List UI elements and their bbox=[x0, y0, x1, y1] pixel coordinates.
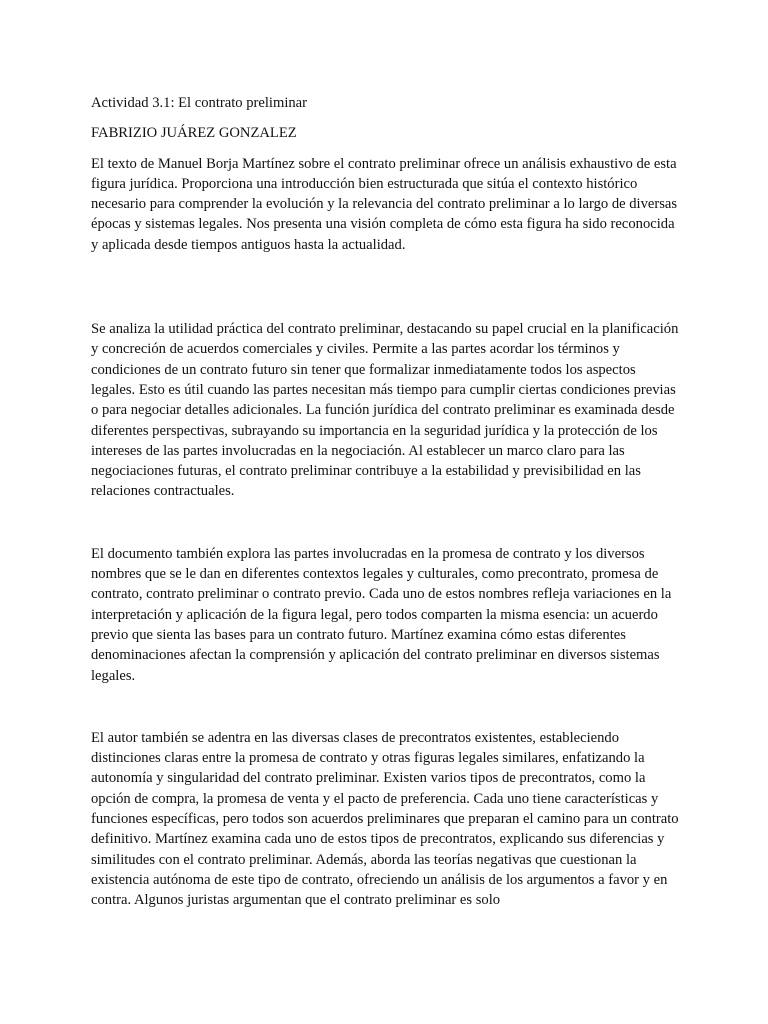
paragraph-precontract-types: El autor también se adentra en las diversas clases de precontratos existentes, estableciendo distinciones claras entre la promesa de contrato y otras figuras legales similares, enfatizando la autonomía y singularidad del contrato preliminar. Existen varios tipos de precontratos, como la opción de compra, la promesa de venta y el pacto de preferencia. Cada uno tiene características y funciones específicas, pero todos son acuerdos preliminares que preparan el camino para un contrato definitivo. Martínez examina cada uno de estos tipos de precontratos, explicando sus diferencias y similitudes con el contrato preliminar. Además, aborda las teorías negativas que cuestionan la existencia autónoma de este tipo de contrato, ofreciendo un análisis de los argumentos a favor y en contra. Algunos juristas argumentan que el contrato preliminar es solo bbox=[91, 729, 679, 909]
document-page bbox=[91, 93, 681, 911]
paragraph-introduction: El texto de Manuel Borja Martínez sobre el contrato preliminar ofrece un análisis exhaustivo de esta figura jurídica. Proporciona una introducción bien estructurada que sitúa el contexto histórico necesario para comprender la evolución y la relevancia del contrato preliminar a lo largo de diversas épocas y sistemas legales. Nos presenta una visión completa de cómo esta figura ha sido reconocida y aplicada desde tiempos antiguos hasta la actualidad. bbox=[91, 155, 678, 253]
paragraph-contract-names: El documento también explora las partes involucradas en la promesa de contrato y los diversos nombres que se le dan en diferentes contextos legales y culturales, como precontrato, promesa de contrato, contrato preliminar o contrato previo. Cada uno de estos nombres refleja variaciones en la interpretación y aplicación de la figura legal, pero todos comparten la misma esencia: un acuerdo previo que sienta las bases para un contrato futuro. Martínez examina cómo estas diferentes denominaciones afectan la comprensión y aplicación del contrato preliminar en diversos sistemas legales. bbox=[91, 545, 672, 684]
paragraph-practical-utility: Se analiza la utilidad práctica del contrato preliminar, destacando su papel crucial en la planificación y concreción de acuerdos comerciales y civiles. Permite a las partes acordar los términos y condiciones de un contrato futuro sin tener que formalizar inmediatamente todos los aspectos legales. Esto es útil cuando las partes necesitan más tiempo para cumplir ciertas condiciones previas o para negociar detalles adicionales. La función jurídica del contrato preliminar es examinada desde diferentes perspectivas, subrayando su importancia en la seguridad jurídica y la protección de los intereses de las partes involucradas en la negociación. Al establecer un marco claro para las negociaciones futuras, el contrato preliminar contribuye a la estabilidad y previsibilidad en las relaciones contractuales. bbox=[91, 321, 679, 500]
author-name: FABRIZIO JUÁREZ GONZALEZ bbox=[91, 125, 297, 142]
document-title: Actividad 3.1: El contrato preliminar bbox=[91, 95, 308, 111]
